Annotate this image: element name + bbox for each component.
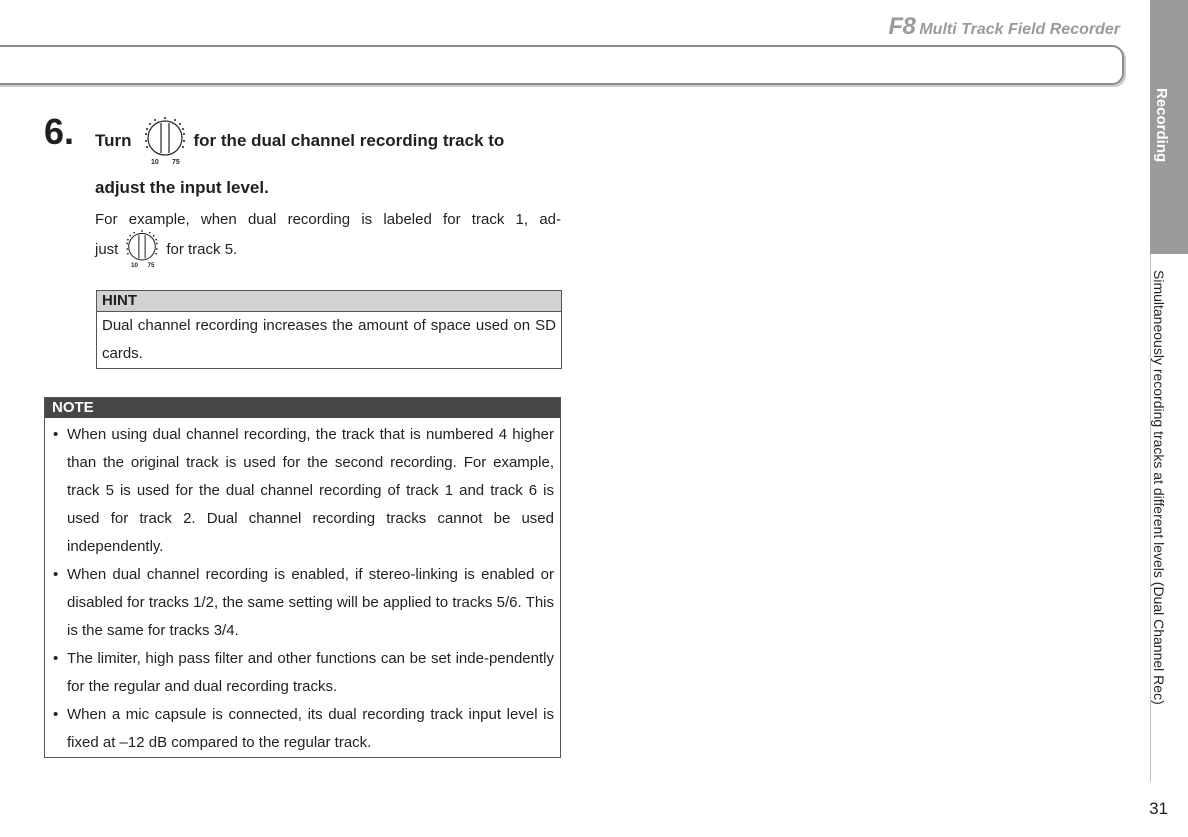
knob-scale-high: 75 (171, 159, 180, 166)
step-instruction (95, 116, 504, 166)
list-item (53, 561, 554, 645)
hint-title: HINT (97, 291, 561, 312)
bullet-icon: • (53, 426, 59, 443)
step-text-before: Turn (95, 131, 132, 150)
example-text-after: for track 5. (166, 240, 238, 258)
model-name: F8 (888, 13, 916, 40)
list-item (53, 701, 554, 757)
section-tab-label: Recording (1153, 88, 1170, 163)
example-text-before: just (95, 240, 119, 258)
note-list (45, 418, 560, 757)
step-number: 6. (44, 111, 75, 152)
note-box (44, 397, 561, 758)
topic-side-label: Simultaneously recording tracks at different levels (Dual Channel Rec) (1151, 270, 1167, 705)
note-item-text: When dual channel recording is enabled, if stereo-linking is enabled or disabled for tracks 1/2, the same setting will be applied to tracks 5/6. This is the same for tracks 3/4. (67, 566, 554, 639)
list-item (53, 421, 554, 561)
header-bar (0, 45, 1124, 85)
bullet-icon: • (53, 706, 59, 723)
knob-scale-high: 75 (147, 262, 155, 269)
hint-box (96, 290, 562, 369)
bullet-icon: • (53, 650, 59, 667)
step-text-after: for the dual channel recording track to (193, 131, 505, 150)
step-instruction-line2: adjust the input level. (95, 178, 269, 197)
example-text: For example, when dual recording is labeled for track 1, ad- (95, 211, 561, 228)
gain-knob-icon (142, 116, 188, 166)
bullet-icon: • (53, 566, 59, 583)
product-subtitle: Multi Track Field Recorder (919, 21, 1120, 38)
knob-scale-low: 10 (150, 159, 159, 166)
document-header-title (888, 13, 1120, 41)
knob-scale-low: 10 (131, 262, 139, 269)
page-number: 31 (1149, 799, 1168, 818)
note-item-text: When a mic capsule is connected, its dual recording track input level is fixed at –12 dB compared to the regular track. (67, 706, 554, 751)
hint-body: Dual channel recording increases the amount of space used on SD cards. (102, 317, 556, 362)
example-text-line2 (95, 229, 237, 269)
note-item-text: When using dual channel recording, the track that is numbered 4 higher than the original track is used for the second recording. For example, track 5 is used for the dual channel recording of track 1 and track 6 is used for track 2. Dual channel recording tracks cannot be used independently. (67, 426, 554, 555)
gain-knob-icon-small (124, 229, 160, 269)
list-item (53, 645, 554, 701)
note-title: NOTE (45, 398, 560, 418)
note-item-text: The limiter, high pass filter and other functions can be set inde-pendently for the regular and dual recording tracks. (67, 650, 554, 695)
